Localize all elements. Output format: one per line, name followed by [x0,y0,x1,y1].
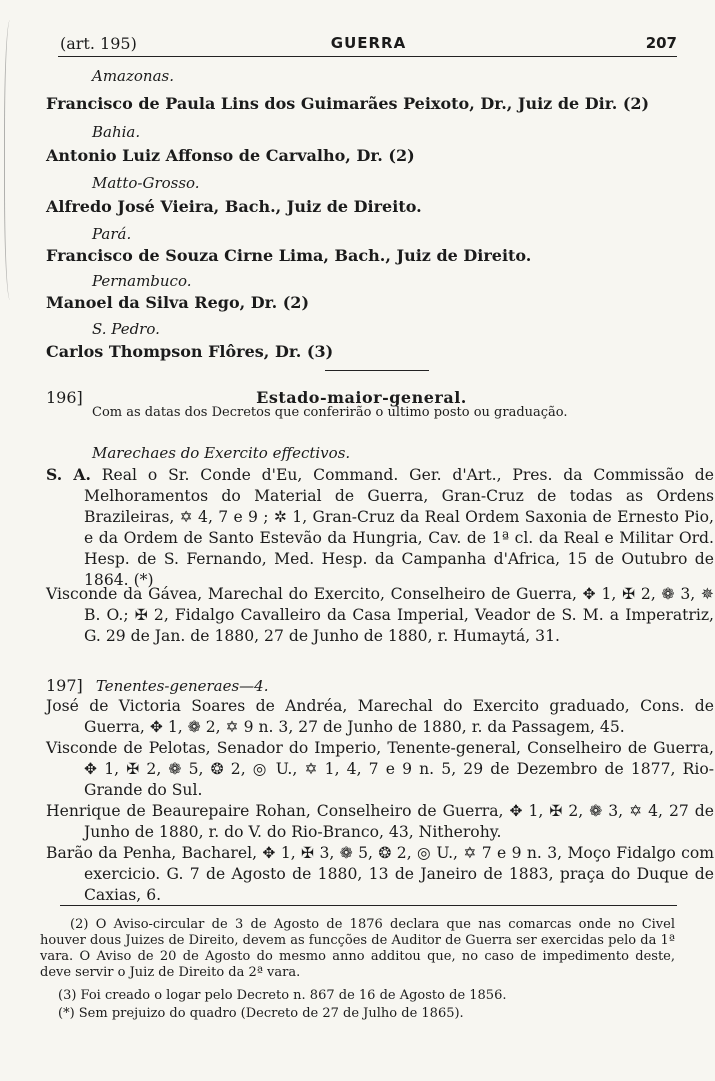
province-heading: S. Pedro. [92,320,160,338]
entry-text: Visconde de Pelotas, Senador do Imperio, Tenente-general, Conselheiro de Guerra, ✥ 1, ✠ 2, ❁ 5, ❂ 2, ◎ U., ✡ 1, 4, 7 e 9 n. 5, 29 de Dezembro de 1877, Rio-Grande do Sul. [46,739,714,799]
province-heading: Pará. [92,225,132,243]
province-entry: Carlos Thompson Flôres, Dr. (3) [46,342,334,361]
officer-entry [46,801,714,843]
province-entry: Francisco de Paula Lins dos Guimarães Peixoto, Dr., Juiz de Dir. (2) [46,94,650,113]
officer-entry [46,843,714,906]
entry-label: S. A. [46,465,91,484]
section-title: Estado-maior-general. [256,388,467,407]
section-197-heading [46,676,268,696]
officer-entry [46,584,714,647]
category-heading: Marechaes do Exercito effectivos. [92,444,351,462]
header-rule [58,56,677,57]
officer-entry [46,696,714,738]
header-article-ref: (art. 195) [60,34,137,53]
province-heading: Matto-Grosso. [92,174,200,192]
section-number: 196] [46,388,83,407]
header-title: GUERRA [330,34,407,52]
page-edge-decoration [4,20,19,300]
footnote: (2) O Aviso-circular de 3 de Agosto de 1876 declara que nas comarcas onde no Civel houver dous Juizes de Direito, devem as funcções de Auditor de Guerra ser exercidas pelo da 1ª vara. O Aviso de 20 de Agosto do mesmo anno additou que, no caso de impedimento deste, deve servir o Juiz de Direito da 2ª vara. [40,917,675,980]
footnote: (3) Foi creado o logar pelo Decreto n. 867 de 16 de Agosto de 1856. [58,988,507,1003]
section-divider [325,370,429,371]
province-entry: Alfredo José Vieira, Bach., Juiz de Direito. [46,197,422,216]
entry-text: Real o Sr. Conde d'Eu, Command. Ger. d'Art., Pres. da Commissão de Melhoramentos do Material de Guerra, Gran-Cruz de todas as Ordens Brazileiras, ✡ 4, 7 e 9 ; ✲ 1, Gran-Cruz da Real Ordem Saxonia de Ernesto Pio, e da Ordem de Santo Estevão da Hungria, Cav. de 1ª cl. da Real e Militar Ord. Hesp. de S. Fernando, Med. Hesp. da Campanha d'Africa, 15 de Outubro de 1864. (*) [84,466,715,589]
running-header [60,32,677,54]
province-heading: Amazonas. [92,67,175,85]
entry-text: Henrique de Beaurepaire Rohan, Conselheiro de Guerra, ✥ 1, ✠ 2, ❁ 3, ✡ 4, 27 de Junho de 1880, r. do V. do Rio-Branco, 43, Nitherohy. [46,802,714,841]
province-entry: Francisco de Souza Cirne Lima, Bach., Juiz de Direito. [46,246,532,265]
page-number: 207 [645,34,677,52]
entry-text: José de Victoria Soares de Andréa, Marechal do Exercito graduado, Cons. de Guerra, ✥ 1, ❁ 2, ✡ 9 n. 3, 27 de Junho de 1880, r. da Passagem, 45. [46,697,714,736]
province-heading: Bahia. [92,123,141,141]
officer-entry [46,464,714,591]
footnote: (*) Sem prejuizo do quadro (Decreto de 27 de Julho de 1865). [58,1006,464,1021]
entry-text: Visconde da Gávea, Marechal do Exercito, Conselheiro de Guerra, ✥ 1, ✠ 2, ❁ 3, ✵ B. O.; ✠ 2, Fidalgo Cavalleiro da Casa Imperial, Veador de S. M. a Imperatriz, G. 29 de Jan. de 1880, 27 de Junho de 1880, r. Humaytá, 31. [46,585,714,645]
province-heading: Pernambuco. [92,272,192,290]
entry-text: Barão da Penha, Bacharel, ✥ 1, ✠ 3, ❁ 5, ❂ 2, ◎ U., ✡ 7 e 9 n. 3, Moço Fidalgo com exercicio. G. 7 de Agosto de 1880, 13 de Janeiro de 1883, praça do Duque de Caxias, 6. [46,844,714,904]
section-number: 197] [46,676,83,695]
officer-entry [46,738,714,801]
province-entry: Manoel da Silva Rego, Dr. (2) [46,293,310,312]
footnote-rule [60,905,677,906]
province-entry: Antonio Luiz Affonso de Carvalho, Dr. (2) [46,146,415,165]
section-subtitle: Com as datas dos Decretos que conferirão o ultimo posto ou graduação. [92,405,568,420]
category-heading: Tenentes-generaes—4. [95,677,269,695]
